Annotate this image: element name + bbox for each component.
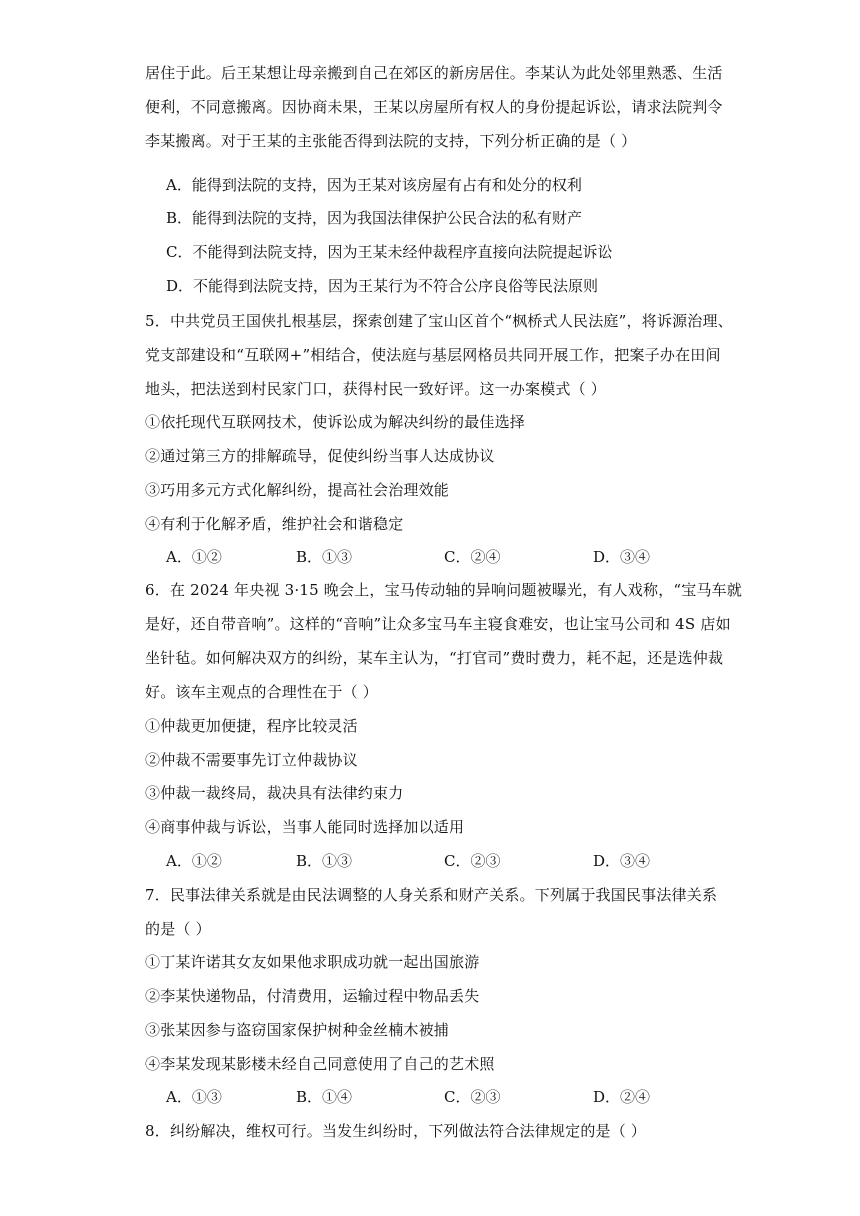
q6-item-1: ①仲裁更加便捷，程序比较灵活 [145, 717, 358, 735]
q7-stem-line-2: 的是（ ） [145, 920, 211, 938]
q6-stem-line-1: 6．在 2024 年央视 3·15 晚会上，宝马传动轴的异响问题被曝光，有人戏称，“宝马车就 [145, 581, 743, 599]
q6-item-3: ③仲裁一裁终局，裁决具有法律约束力 [145, 784, 404, 802]
q5-stem-line-1: 5．中共党员王国侠扎根基层，探索创建了宝山区首个“枫桥式人民法庭”，将诉源治理、 [145, 312, 733, 330]
q5-item-3: ③巧用多元方式化解纠纷，提高社会治理效能 [145, 481, 450, 499]
q7-item-1: ①丁某许诺其女友如果他求职成功就一起出国旅游 [145, 953, 480, 971]
q4-option-b: B．能得到法院的支持，因为我国法律保护公民合法的私有财产 [166, 209, 583, 227]
q6-item-2: ②仲裁不需要事先订立仲裁协议 [145, 751, 358, 769]
q5-stem-line-3: 地头，把法送到村民家门口，获得村民一致好评。这一办案模式（ ） [145, 380, 606, 398]
q4-option-d: D．不能得到法院支持，因为王某行为不符合公序良俗等民法原则 [166, 277, 599, 295]
q7-item-2: ②李某快递物品，付清费用，运输过程中物品丢失 [145, 987, 480, 1005]
q4-stem-line-2: 便利，不同意搬离。因协商未果，王某以房屋所有权人的身份提起诉讼，请求法院判令 [145, 98, 723, 116]
q7-choice-c: C．②③ [444, 1088, 501, 1106]
q5-choice-c: C．②④ [444, 548, 501, 566]
q6-choice-c: C．②③ [444, 852, 501, 870]
q5-choice-a: A．①② [166, 548, 222, 566]
q7-item-4: ④李某发现某影楼未经自己同意使用了自己的艺术照 [145, 1055, 495, 1073]
q4-option-a: A．能得到法院的支持，因为王某对该房屋有占有和处分的权利 [166, 176, 582, 194]
q5-choice-b: B．①③ [296, 548, 353, 566]
q5-item-1: ①依托现代互联网技术，使诉讼成为解决纠纷的最佳选择 [145, 413, 526, 431]
q7-item-3: ③张某因参与盗窃国家保护树种金丝楠木被捕 [145, 1021, 450, 1039]
q4-option-c: C．不能得到法院支持，因为王某未经仲裁程序直接向法院提起诉讼 [166, 243, 613, 261]
q6-stem-line-4: 好。该车主观点的合理性在于（ ） [145, 683, 378, 701]
q5-item-2: ②通过第三方的排解疏导，促使纠纷当事人达成协议 [145, 447, 495, 465]
q8-stem-line-1: 8．纠纷解决，维权可行。当发生纠纷时，下列做法符合法律规定的是（ ） [145, 1122, 647, 1140]
q6-choice-d: D．③④ [593, 852, 651, 870]
q6-choice-b: B．①③ [296, 852, 353, 870]
q6-item-4: ④商事仲裁与诉讼，当事人能同时选择加以适用 [145, 818, 465, 836]
q4-stem-line-1: 居住于此。后王某想让母亲搬到自己在郊区的新房居住。李某认为此处邻里熟悉、生活 [145, 64, 723, 82]
q6-stem-line-2: 是好，还自带音响”。这样的“音响”让众多宝马车主寝食难安，也让宝马公司和 4S 店如 [145, 615, 731, 633]
q6-choice-a: A．①② [166, 852, 222, 870]
q6-stem-line-3: 坐针毡。如何解决双方的纠纷，某车主认为，“打官司”费时费力，耗不起，还是选仲裁 [145, 649, 724, 667]
q4-stem-line-3: 李某搬离。对于王某的主张能否得到法院的支持，下列分析正确的是（ ） [145, 132, 637, 150]
q5-choice-d: D．③④ [593, 548, 651, 566]
q7-stem-line-1: 7．民事法律关系就是由民法调整的人身关系和财产关系。下列属于我国民事法律关系 [145, 886, 718, 904]
q7-choice-b: B．①④ [296, 1088, 353, 1106]
q7-choice-a: A．①③ [166, 1088, 222, 1106]
q7-choice-d: D．②④ [593, 1088, 651, 1106]
q5-item-4: ④有利于化解矛盾，维护社会和谐稳定 [145, 515, 404, 533]
q5-stem-line-2: 党支部建设和“互联网+”相结合，使法庭与基层网格员共同开展工作，把案子办在田间 [145, 346, 721, 364]
